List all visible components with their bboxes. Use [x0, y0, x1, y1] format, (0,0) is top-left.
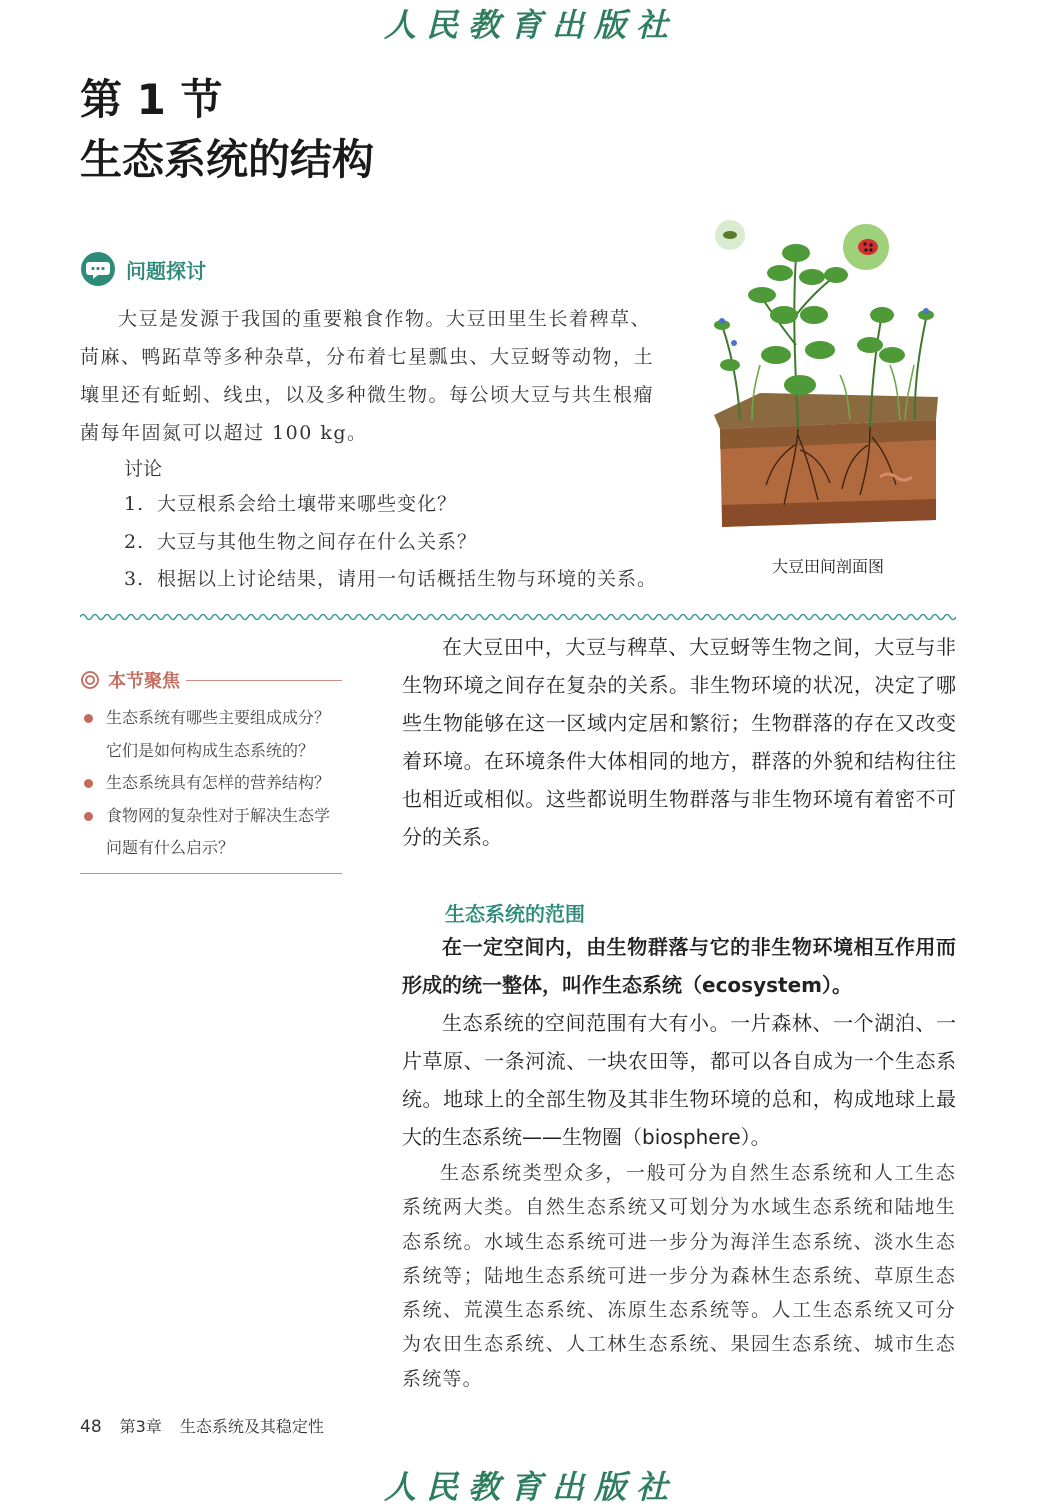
list-item: 食物网的复杂性对于解决生态学问题有什么启示？ — [80, 800, 342, 865]
discussion-label: 讨论 — [124, 458, 163, 480]
scope-heading: 生态系统的范围 — [445, 902, 585, 926]
focus-rule — [186, 680, 342, 681]
question-text: 根据以上讨论结果，请用一句话概括生物与环境的关系。 — [157, 568, 658, 590]
chat-bubble-icon — [80, 251, 116, 287]
focus-bottom-rule — [80, 873, 342, 874]
page-number: 48 — [80, 1417, 102, 1437]
publisher-logo-bottom — [0, 1462, 1062, 1508]
question-number: 1. — [124, 493, 145, 515]
types-paragraph: 生态系统类型众多，一般可分为自然生态系统和人工生态系统两大类。自然生态系统又可划分为水域生态系统和陆地生态系统。水域生态系统可进一步分为海洋生态系统、淡水生态系统等；陆地生态系统可进一步分为森林生态系统、草原生态系统、荒漠生态系统、冻原生态系统等。人工生态系统又可分为农田生态系统、人工林生态系统、果园生态系统、城市生态系统等。 — [402, 1162, 956, 1390]
focus-list — [80, 702, 342, 865]
discussion-heading: 问题探讨 — [126, 258, 206, 283]
list-item — [124, 486, 657, 524]
publisher-name: 人民教育出版社 — [383, 1468, 678, 1506]
discussion-questions — [124, 486, 657, 599]
chapter-title: 生态系统及其稳定性 — [179, 1417, 324, 1436]
soybean-field-illustration — [700, 215, 950, 545]
publisher-logo-top — [0, 0, 1062, 46]
range-paragraph: 生态系统的空间范围有大有小。一片森林、一个湖泊、一片草原、一条河流、一块农田等，都可以各自成为一个生态系统。地球上的全部生物及其非生物环境的总和，构成地球上最大的生态系统——生物圈（biosphere）。 — [402, 1011, 956, 1149]
discussion-text: 大豆是发源于我国的重要粮食作物。大豆田里生长着稗草、苘麻、鸭跖草等多种杂草，分布着七星瓢虫、大豆蚜等动物，土壤里还有蚯蚓、线虫，以及多种微生物。每公顷大豆与共生根瘤菌每年固氮可以超过 100 kg。 — [80, 308, 655, 444]
question-number: 3. — [124, 568, 145, 590]
section-title: 生态系统的结构 — [80, 135, 375, 184]
section-number: 第 1 节 — [80, 75, 223, 124]
list-item — [124, 561, 657, 599]
question-number: 2. — [124, 530, 145, 553]
question-text: 大豆与其他生物之间存在什么关系？ — [157, 530, 478, 553]
publisher-name: 人民教育出版社 — [383, 6, 678, 44]
focus-heading: 本节聚焦 — [108, 671, 180, 692]
chapter-number: 第3章 — [119, 1417, 162, 1436]
focus-header — [80, 664, 342, 696]
question-text: 大豆根系会给土壤带来哪些变化？ — [157, 493, 458, 515]
figure-caption: 大豆田间剖面图 — [771, 557, 884, 576]
list-item: 生态系统具有怎样的营养结构？ — [80, 767, 342, 800]
definition-paragraph: 在一定空间内，由生物群落与它的非生物环境相互作用而形成的统一整体，叫作生态系统（ecosystem）。 — [402, 935, 956, 997]
intro-paragraph: 在大豆田中，大豆与稗草、大豆蚜等生物之间，大豆与非生物环境之间存在复杂的关系。非生物环境的状况，决定了哪些生物能够在这一区域内定居和繁衍；生物群落的存在又改变着环境。在环境条件大体相同的地方，群落的外貌和结构往往也相近或相似。这些都说明生物群落与非生物环境有着密不可分的关系。 — [402, 635, 956, 849]
page-footer — [80, 1414, 324, 1437]
discussion-header — [80, 250, 206, 288]
wave-divider — [80, 610, 956, 624]
section-focus-box — [80, 664, 342, 874]
list-item: 生态系统有哪些主要组成成分？它们是如何构成生态系统的？ — [80, 702, 342, 767]
list-item — [124, 524, 657, 562]
target-icon — [80, 670, 100, 690]
